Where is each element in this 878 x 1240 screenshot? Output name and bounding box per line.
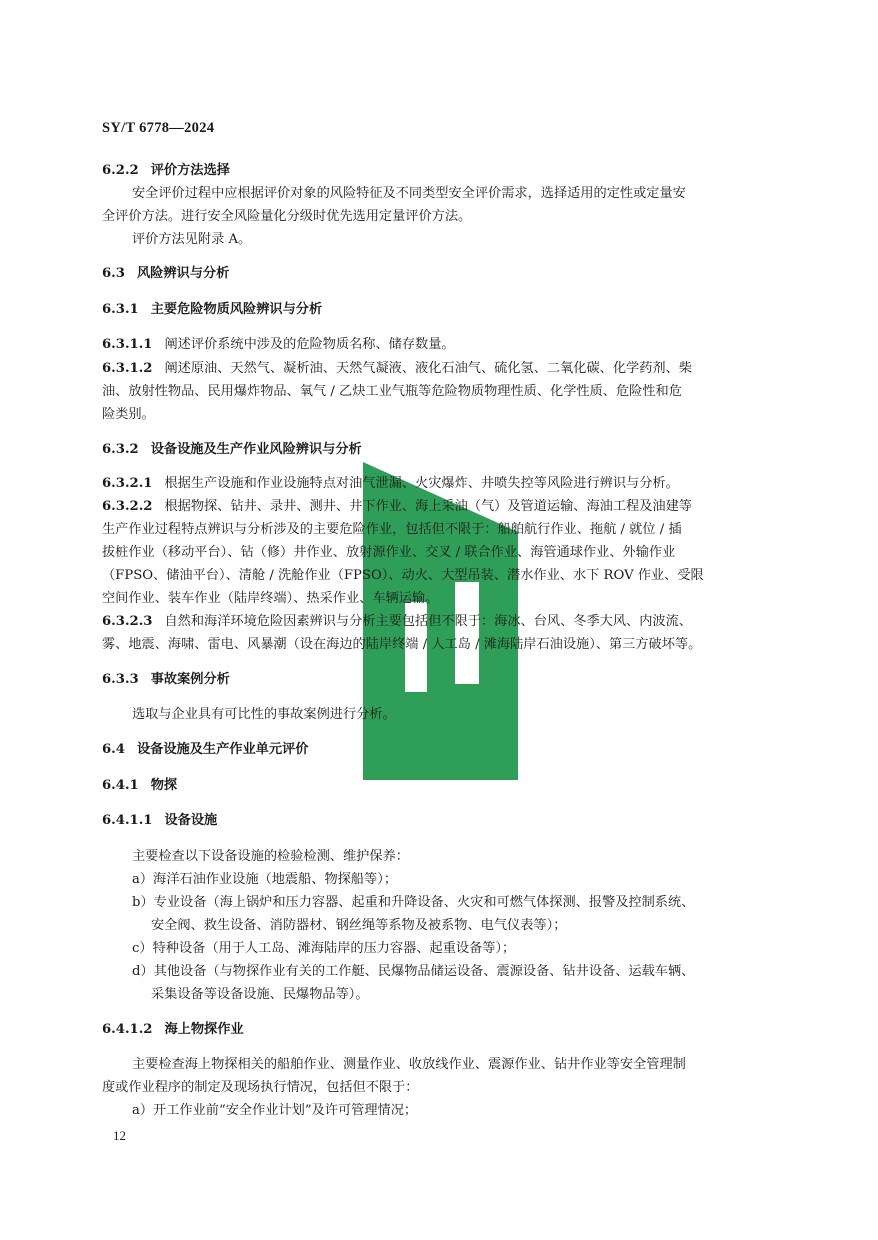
heading-6-4-1: 6.4.1 物探 (102, 778, 178, 793)
list-item: c）特种设备（用于人工岛、滩海陆岸的压力容器、起重设备等）； (132, 941, 516, 956)
heading-6-3-1: 6.3.1 主要危险物质风险辨识与分析 (102, 302, 323, 317)
paragraph-line: 主要检查以下设备设施的检验检测、维护保养： (132, 849, 409, 864)
list-item: a）海洋石油作业设施（地震船、物探船等）； (132, 872, 398, 887)
paragraph-line: （FPSO、储油平台）、清舱 / 洗舱作业（FPSO）、动火、大型吊装、潜水作业、水下 ROV 作业、受限 (102, 568, 704, 583)
paragraph-line: 拔桩作业（移动平台）、钻（修）井作业、放射源作业、交叉 / 联合作业、海管通球作业、外输作业 (102, 545, 676, 560)
paragraph-line: 选取与企业具有可比性的事故案例进行分析。 (132, 707, 396, 722)
page-number: 12 (113, 1128, 126, 1143)
list-item-continuation: 安全阀、救生设备、消防器材、钢丝绳等系物及被系物、电气仪表等）； (151, 918, 567, 933)
heading-6-4-1-2: 6.4.1.2 海上物探作业 (102, 1022, 244, 1037)
list-item-continuation: 采集设备等设备设施、民爆物品等）。 (151, 987, 369, 1002)
heading-6-4: 6.4 设备设施及生产作业单元评价 (102, 742, 309, 757)
heading-6-2-2: 6.2.2 评价方法选择 (102, 163, 230, 178)
paragraph-line: 险类别。 (102, 407, 155, 422)
paragraph-line: 全评价方法。进行安全风险量化分级时优先选用定量评价方法。 (102, 209, 472, 224)
paragraph-line: 度或作业程序的制定及现场执行情况，包括但不限于： (102, 1080, 419, 1095)
clause-6-3-1-2: 6.3.1.2 阐述原油、天然气、凝析油、天然气凝液、液化石油气、硫化氢、二氧化碳、化学药剂、柴 (102, 361, 692, 376)
paragraph-line: 评价方法见附录 A。 (132, 232, 252, 247)
standard-code: SY/T 6778—2024 (102, 120, 215, 136)
paragraph-line: 生产作业过程特点辨识与分析涉及的主要危险作业，包括但不限于：船舶航行作业、拖航 / 就位 / 插 (102, 522, 682, 537)
paragraph-line: 雾、地震、海啸、雷电、风暴潮（设在海边的陆岸终端 / 人工岛 / 滩海陆岸石油设施）、第三方破坏等。 (102, 637, 702, 652)
list-item: a）开工作业前“安全作业计划”及许可管理情况； (132, 1103, 418, 1118)
clause-6-3-2-2: 6.3.2.2 根据物探、钻井、录井、测井、井下作业、海上采油（气）及管道运输、海油工程及油建等 (102, 499, 692, 514)
clause-6-3-1-1: 6.3.1.1 阐述评价系统中涉及的危险物质名称、储存数量。 (102, 337, 455, 352)
clause-6-3-2-1: 6.3.2.1 根据生产设施和作业设施特点对油气泄漏、火灾爆炸、井喷失控等风险进行辨识与分析。 (102, 476, 679, 491)
heading-6-4-1-1: 6.4.1.1 设备设施 (102, 813, 218, 828)
list-item: b）专业设备（海上锅炉和压力容器、起重和升降设备、火灾和可燃气体探测、报警及控制系统、 (132, 895, 695, 910)
heading-6-3-3: 6.3.3 事故案例分析 (102, 672, 230, 687)
clause-6-3-2-3: 6.3.2.3 自然和海洋环境危险因素辨识与分析主要包括但不限于：海冰、台风、冬季大风、内波流、 (102, 614, 692, 629)
list-item: d）其他设备（与物探作业有关的工作艇、民爆物品储运设备、震源设备、钻井设备、运载车辆、 (132, 964, 695, 979)
paragraph-line: 油、放射性物品、民用爆炸物品、氧气 / 乙炔工业气瓶等危险物质物理性质、化学性质、危险性和危 (102, 384, 682, 399)
paragraph-line: 主要检查海上物探相关的船舶作业、测量作业、收放线作业、震源作业、钻井作业等安全管理制 (132, 1057, 686, 1072)
heading-6-3: 6.3 风险辨识与分析 (102, 266, 230, 281)
paragraph-line: 空间作业、装车作业（陆岸终端）、热采作业、车辆运输。 (102, 591, 439, 606)
heading-6-3-2: 6.3.2 设备设施及生产作业风险辨识与分析 (102, 442, 362, 457)
paragraph-line: 安全评价过程中应根据评价对象的风险特征及不同类型安全评价需求，选择适用的定性或定量安 (132, 186, 686, 201)
